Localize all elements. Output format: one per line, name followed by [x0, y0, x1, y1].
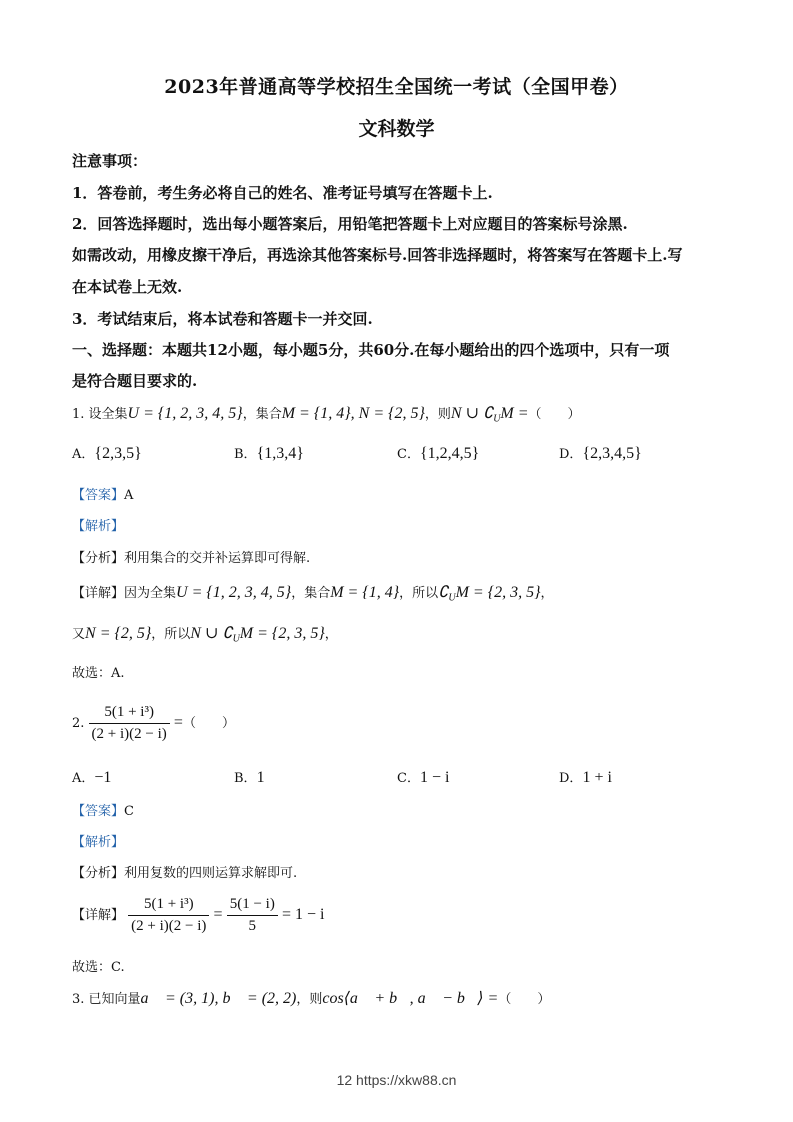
question-3-stem: 3. 已知向量a⃗ = (3, 1), b⃗ = (2, 2)，则cos⟨a⃗ + b⃗, a⃗ − b⃗⟩ =（ ） — [72, 990, 551, 1007]
note-1: 1．答卷前，考生务必将自己的姓名、准考证号填写在答题卡上. — [72, 184, 493, 202]
page-footer: 12 https://xkw88.cn — [336, 1072, 457, 1088]
q1-detail-cont: 又N = {2, 5}，所以N ∪ $∁_UM = \{2$, 3, 5}， — [72, 625, 338, 645]
note-2-end: 在本试卷上无效. — [72, 278, 183, 296]
q2-detail-fraction-2: $\frac{5(1 - i)}{5}$ — [227, 896, 278, 935]
q1-answer: 【答案】A — [72, 488, 134, 503]
q2-option-a: A．−1 — [72, 769, 112, 786]
q2-option-c: C．1 − i — [397, 769, 450, 786]
q2-option-d: D．1 + i — [559, 769, 612, 786]
exam-subtitle: 文科数学 — [358, 118, 435, 140]
q2-fraction: $\frac{\text{5(1 + i³)}}{(2 + i)(2 - i)}$ — [89, 704, 170, 743]
q2-option-b: B．1 — [234, 769, 265, 786]
q2-conclusion: 故选：C. — [72, 960, 125, 975]
exam-title: 2023年普通高等学校招生全国统一考试（全国甲卷） — [164, 76, 629, 98]
section-heading-cont: 是符合题目要求的. — [72, 372, 198, 390]
q2-analysis-tag: 【解析】 — [72, 835, 125, 850]
q2-answer: 【答案】C — [72, 804, 134, 819]
section-heading: 一、选择题：本题共12小题，每小题5分，共60分.在每小题给出的四个选项中，只有一项 — [72, 341, 670, 359]
note-3: 3．考试结束后，将本试卷和答题卡一并交回. — [72, 310, 373, 328]
question-2-stem: 2. $\frac{\text{5(1 + i³)}}{(2 + i)(2 - i)}$ =（ ） — [72, 704, 235, 742]
q1-analysis-tag: 【解析】 — [72, 519, 125, 534]
q1-conclusion: 故选：A. — [72, 666, 125, 681]
q1-fenxi: 【分析】利用集合的交并补运算即可得解. — [72, 551, 311, 566]
question-1-stem: 1. 设全集U = {1, 2, 3, 4, 5}，集合M = {1, 4}, N = {2, 5}，则N ∪ $∁_UM$ =（ ） — [72, 405, 581, 425]
q1-option-d: D．{2,3,4,5} — [559, 445, 642, 462]
note-2-cont: 如需改动，用橡皮擦干净后，再选涂其他答案标号.回答非选择题时，将答案写在答题卡上.写 — [72, 246, 683, 264]
q1-detail: 【详解】因为全集U = {1, 2, 3, 4, 5}，集合M = {1, 4}，所以$∁_UM = \{2$, 3, 5}， — [72, 584, 554, 604]
q2-detail: 【详解】 $\frac{\text{5(1 + i³)}}{(2 + i)(2 - i)}$ = $\frac{5(1 - i)}{5}$ = 1 − i — [72, 896, 325, 934]
q2-detail-fraction-1: $\frac{\text{5(1 + i³)}}{(2 + i)(2 - i)}$ — [128, 896, 209, 935]
q2-fenxi: 【分析】利用复数的四则运算求解即可. — [72, 866, 298, 881]
notes-heading: 注意事项： — [72, 152, 148, 170]
q1-option-c: C．{1,2,4,5} — [397, 445, 480, 462]
q1-option-a: A．{2,3,5} — [72, 445, 142, 462]
q1-option-b: B．{1,3,4} — [234, 445, 304, 462]
note-2: 2．回答选择题时，选出每小题答案后，用铅笔把答题卡上对应题目的答案标号涂黑. — [72, 215, 628, 233]
